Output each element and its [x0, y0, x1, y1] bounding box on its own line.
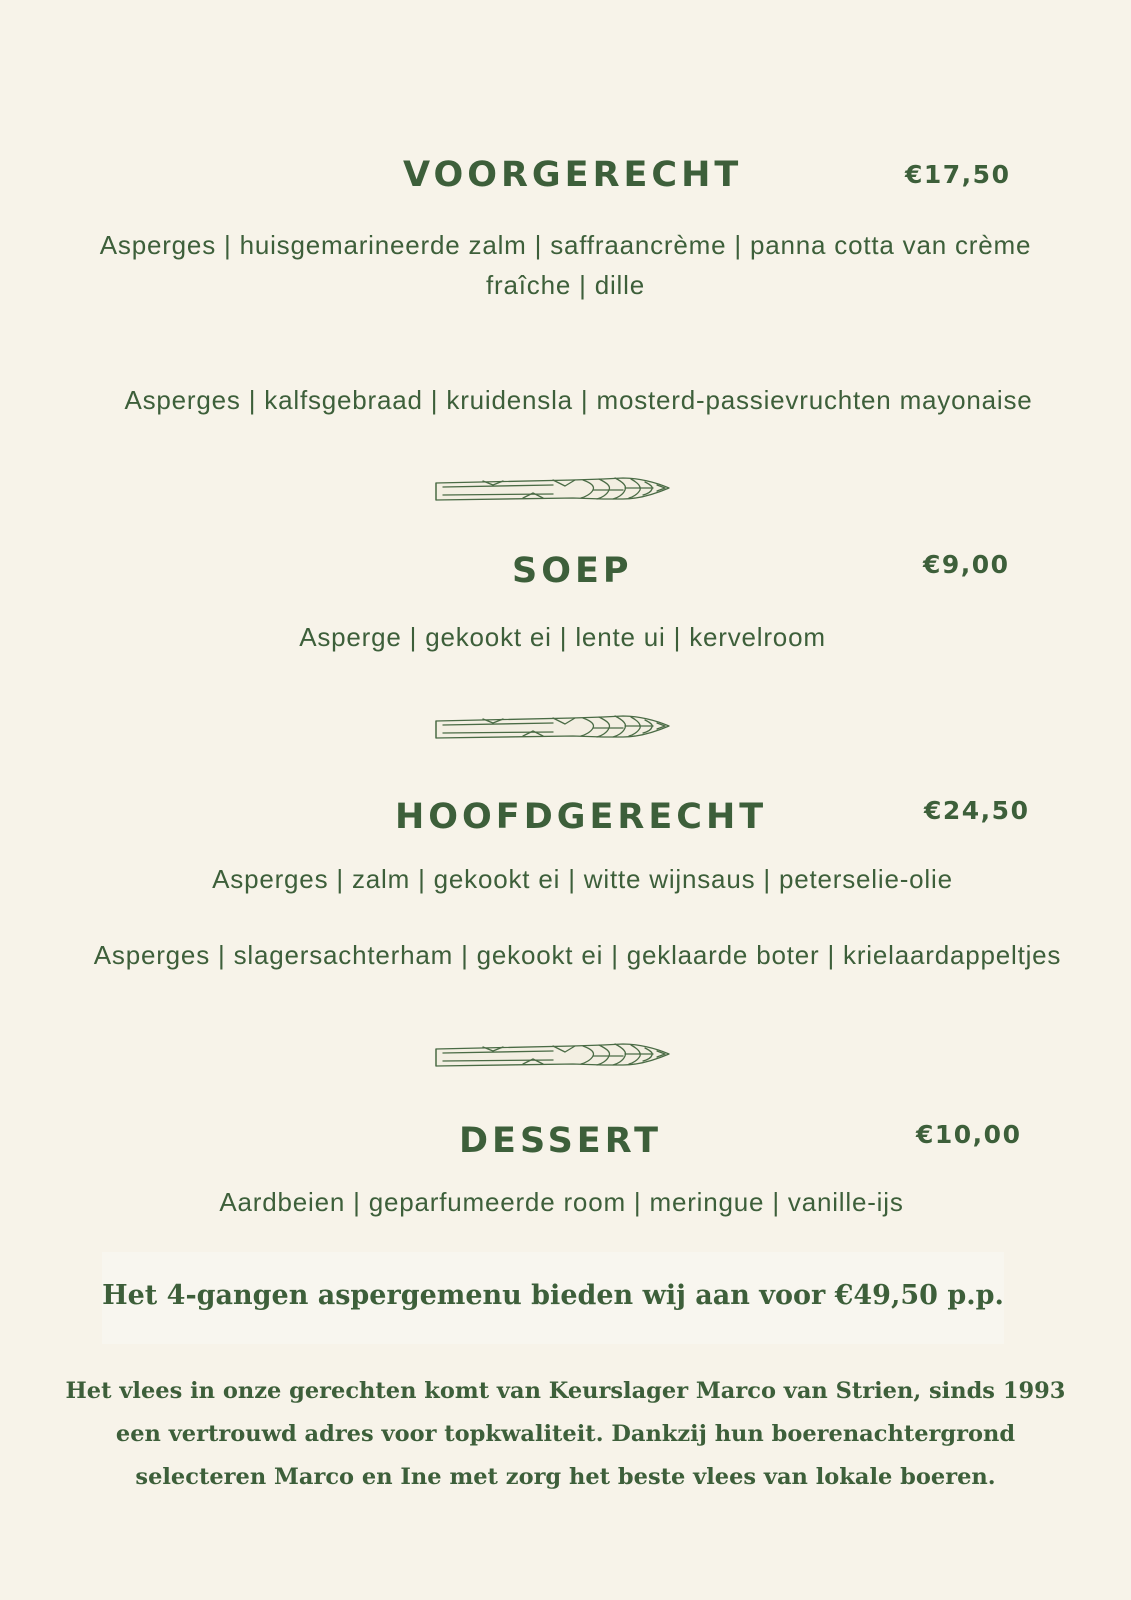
menu-item-line: Aardbeien | geparfumeerde room | meringue | vanille-ijs	[219, 1187, 904, 1217]
menu-item-line: Asperges | zalm | gekookt ei | witte wijnsaus | peterselie-olie	[212, 864, 953, 894]
section-title-soep: SOEP	[512, 551, 633, 591]
section-title-hoofdgerecht: HOOFDGERECHT	[395, 797, 768, 837]
section-title-dessert: DESSERT	[459, 1121, 662, 1161]
menu-item-line: Asperges | huisgemarineerde zalm | saffraancrème | panna cotta van crème	[99, 230, 1032, 260]
menu-item-line: fraîche | dille	[486, 270, 645, 300]
footer-note	[60, 1370, 1071, 1499]
footer-line: Het vlees in onze gerechten komt van Keurslager Marco van Strien, sinds 1993	[65, 1378, 1066, 1404]
banner-text: Het 4-gangen aspergemenu bieden wij aan voor €49,50 p.p.	[102, 1280, 1004, 1311]
section-price-dessert: €10,00	[916, 1120, 1022, 1149]
footer-line: selecteren Marco en Ine met zorg het beste vlees van lokale boeren.	[135, 1464, 996, 1490]
menu-item-line: Asperges | slagersachterham | gekookt ei | geklaarde boter | krielaardappeltjes	[93, 940, 1062, 970]
section-title-voorgerecht: VOORGERECHT	[403, 155, 743, 195]
asparagus-icon	[433, 1040, 673, 1070]
section-price-hoofdgerecht: €24,50	[924, 796, 1030, 825]
menu-item-line: Asperge | gekookt ei | lente ui | kervelroom	[299, 622, 826, 652]
menu-item-line: Asperges | kalfsgebraad | kruidensla | mosterd-passievruchten mayonaise	[124, 385, 1033, 415]
section-price-soep: €9,00	[923, 550, 1010, 579]
footer-line: een vertrouwd adres voor topkwaliteit. Dankzij hun boerenachtergrond	[115, 1421, 1016, 1447]
menu-price-banner	[102, 1252, 1004, 1344]
asparagus-icon	[433, 712, 673, 742]
asparagus-icon	[433, 474, 673, 504]
section-price-voorgerecht: €17,50	[905, 160, 1011, 189]
